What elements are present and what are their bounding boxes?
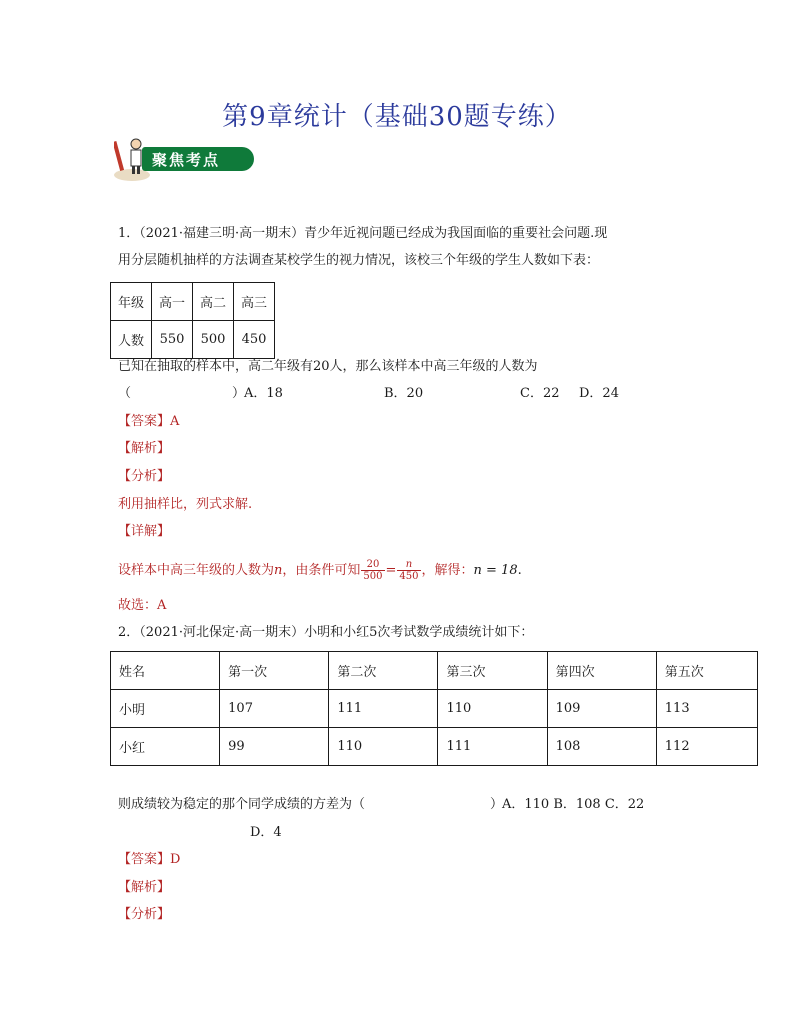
answer-value: D: [170, 852, 181, 867]
table-cell: 第五次: [656, 652, 757, 690]
q2-stem: 则成绩较为稳定的那个同学成绩的方差为（: [118, 797, 366, 812]
section-banner: [114, 133, 254, 185]
q1-stem: 已知在抽取的样本中，高二年级有20人，那么该样本中高三年级的人数为: [118, 359, 538, 374]
q1-option-c: C．22: [520, 386, 560, 401]
q1-line1: 1．（2021·福建三明·高一期末）青少年近视问题已经成为我国面临的重要社会问题.现: [118, 226, 608, 241]
q1-paren-open: （: [118, 386, 132, 401]
table-cell: 小明: [111, 690, 220, 728]
detail-post: ，解得：: [421, 563, 474, 578]
table-cell: 108: [547, 728, 656, 766]
q1-option-b: B．20: [384, 386, 424, 401]
fraction-numerator: 20: [361, 559, 384, 571]
q2-jiexi: 【解析】: [118, 880, 171, 895]
q2-answer: [118, 851, 180, 869]
table-cell: 450: [234, 321, 275, 359]
q1-fenxi: 【分析】: [118, 469, 171, 484]
table-cell: 110: [329, 728, 438, 766]
q2-option-d: D．4: [250, 825, 282, 840]
detail-end: .: [517, 563, 522, 578]
q2-table: [110, 651, 758, 766]
fraction-20-500: [361, 559, 384, 582]
banner-pill: [142, 147, 254, 171]
fraction-numerator: n: [397, 559, 420, 571]
table-cell: 110: [438, 690, 547, 728]
table-cell: 高一: [152, 283, 193, 321]
answer-label: 【答案】: [118, 852, 171, 867]
fraction-denominator: 450: [399, 571, 419, 582]
table-row: [111, 728, 758, 766]
q2-options: A．110 B．108 C．22: [502, 797, 645, 812]
table-cell: 第一次: [220, 652, 329, 690]
q1-xiangjie: 【详解】: [118, 524, 171, 539]
table-cell: 高二: [193, 283, 234, 321]
table-cell: 112: [656, 728, 757, 766]
table-cell: 小红: [111, 728, 220, 766]
q1-paren-close: ）: [232, 386, 246, 401]
table-row: [111, 652, 758, 690]
answer-value: A: [170, 414, 180, 429]
q1-fenxi-text: 利用抽样比，列式求解.: [118, 497, 253, 512]
table-cell: 500: [193, 321, 234, 359]
q2-line1: 2．（2021·河北保定·高一期末）小明和小红5次考试数学成绩统计如下：: [118, 625, 534, 640]
table-row: [111, 321, 275, 359]
table-cell: 107: [220, 690, 329, 728]
q1-option-a: A．18: [244, 386, 283, 401]
detail-pre: 设样本中高三年级的人数为: [118, 563, 275, 578]
q2-fenxi: 【分析】: [118, 907, 171, 922]
table-cell: 113: [656, 690, 757, 728]
q1-table: [110, 282, 275, 359]
table-cell: 第三次: [438, 652, 547, 690]
table-cell: 111: [438, 728, 547, 766]
q1-answer: [118, 413, 179, 431]
fraction-denominator: 500: [363, 571, 383, 582]
q1-option-d: D．24: [579, 386, 619, 401]
q1-jiexi: 【解析】: [118, 441, 171, 456]
table-row: [111, 283, 275, 321]
table-cell: 111: [329, 690, 438, 728]
page-title: 第9章统计（基础30题专练）: [222, 102, 572, 132]
q1-detail: [118, 552, 522, 590]
answer-label: 【答案】: [118, 414, 171, 429]
detail-mid: ，由条件可知: [282, 563, 361, 578]
equals-sign: =: [385, 563, 397, 578]
banner-label: 聚焦考点: [152, 151, 221, 169]
detail-var: n: [274, 563, 283, 578]
table-cell: 550: [152, 321, 193, 359]
table-cell: 人数: [111, 321, 152, 359]
table-row: [111, 690, 758, 728]
q1-line2: 用分层随机抽样的方法调查某校学生的视力情况，该校三个年级的学生人数如下表：: [118, 253, 600, 268]
detail-result: n = 18: [473, 563, 518, 578]
table-cell: 高三: [234, 283, 275, 321]
q1-guxuan: 故选：A: [118, 598, 167, 613]
table-cell: 第四次: [547, 652, 656, 690]
fraction-n-450: [397, 559, 420, 582]
table-cell: 109: [547, 690, 656, 728]
table-cell: 年级: [111, 283, 152, 321]
table-cell: 姓名: [111, 652, 220, 690]
table-cell: 99: [220, 728, 329, 766]
table-cell: 第二次: [329, 652, 438, 690]
q2-paren-close: ）: [490, 797, 504, 812]
